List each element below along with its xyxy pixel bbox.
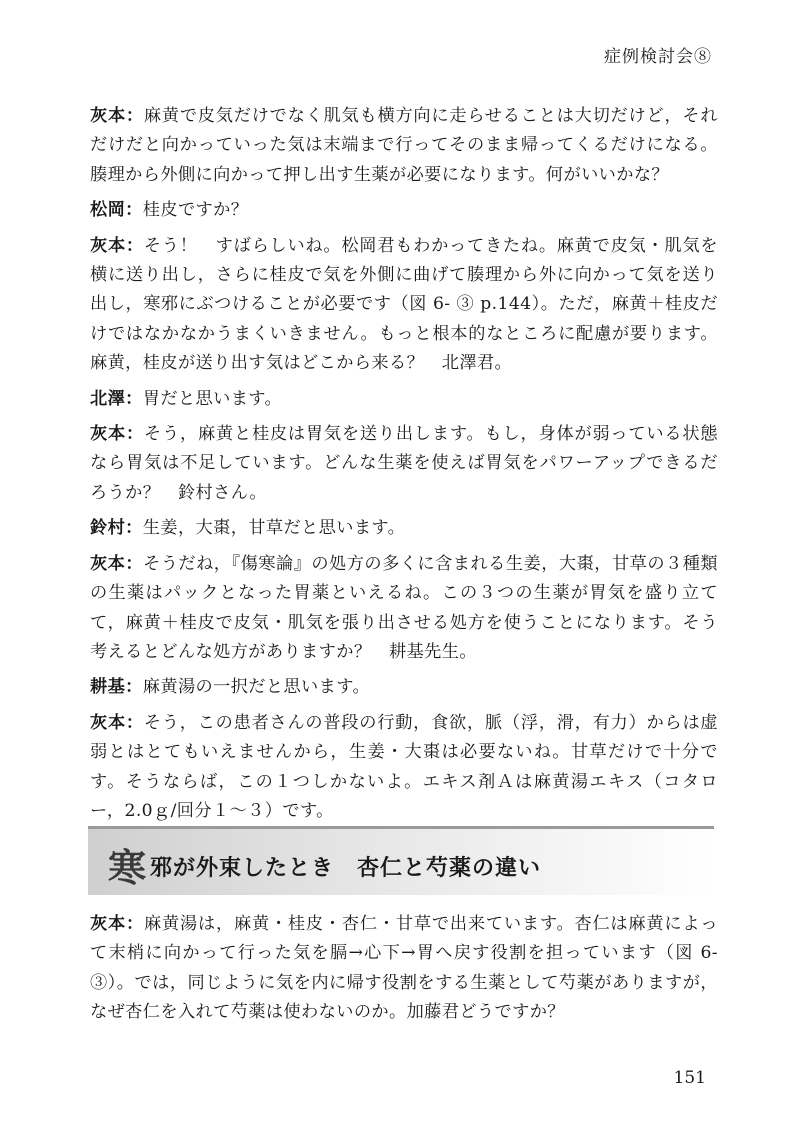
dialogue-turn	[90, 514, 718, 543]
utterance: そう！ すばらしいね。松岡君もわかってきたね。麻黄で皮気・肌気を横に送り出し，さらに桂皮で気を外側に曲げて腠理から外に向かって気を送り出し，寒邪にぶつけることが必要です（図 6- ③ p.144）。ただ，麻黄＋桂皮だけではなかなかうまくいきません。もっと根本的なところに配慮が要ります。麻黄，桂皮が送り出す気はどこから来る？ 北澤君。	[90, 235, 718, 374]
dialogue-block-top	[90, 102, 718, 832]
speaker-name: 灰本：	[90, 235, 144, 256]
speaker-name: 松岡：	[90, 200, 143, 221]
speaker-name: 灰本：	[90, 712, 144, 733]
speaker-name: 鈴村：	[90, 518, 143, 539]
utterance: 麻黄湯の一択だと思います。	[142, 677, 371, 698]
speaker-name: 灰本：	[90, 106, 144, 126]
speaker-name: 灰本：	[90, 424, 144, 445]
section-heading-title: 邪が外束したとき 杏仁と芍薬の違い	[150, 856, 542, 881]
running-header: 症例検討会⑧	[604, 47, 712, 67]
utterance: そう，この患者さんの普段の行動，食欲，脈（浮，滑，有力）からは虚弱とはとてもいえませんから，生姜・大棗は必要ないね。甘草だけで十分です。そうならば，この１つしかないよ。エキス剤Ａは麻黄湯エキス（コタロー，2.0ｇ/回分１～３）です。	[90, 712, 718, 821]
dialogue-turn	[90, 673, 718, 702]
dialogue-turn	[90, 196, 718, 225]
speaker-name: 耕基：	[90, 677, 143, 698]
dialogue-turn	[90, 910, 718, 1028]
section-heading	[88, 826, 714, 895]
speaker-name: 北澤：	[90, 388, 143, 409]
utterance: 麻黄湯は，麻黄・桂皮・杏仁・甘草で出来ています。杏仁は麻黄によって末梢に向かって行った気を膈→心下→胃へ戻す役割を担っています（図 6- ③）。では，同じように気を内に帰す役割をする生薬として芍薬がありますが，なぜ杏仁を入れて芍薬は使わないのか。加藤君どうですか？	[90, 914, 718, 1023]
dialogue-turn	[90, 385, 718, 414]
utterance: 桂皮ですか？	[142, 200, 249, 221]
utterance: そうだね，『傷寒論』の処方の多くに含まれる生姜，大棗，甘草の３種類の生薬はパックとなった胃薬といえるね。この３つの生薬が胃気を盛り立てて，麻黄＋桂皮で皮気・肌気を張り出させる処方を使うことになります。そう考えるとどんな処方がありますか？ 耕基先生。	[90, 553, 718, 662]
utterance: 胃だと思います。	[142, 388, 283, 409]
dialogue-turn	[90, 709, 718, 827]
utterance: そう，麻黄と桂皮は胃気を送り出します。もし，身体が弱っている状態なら胃気は不足しています。どんな生薬を使えば胃気をパワーアップできるだろうか？ 鈴村さん。	[90, 424, 718, 503]
dialogue-turn	[90, 420, 718, 508]
speaker-name: 灰本：	[90, 914, 144, 934]
dialogue-block-bottom	[90, 910, 718, 1034]
utterance: 生姜，大棗，甘草だと思います。	[142, 518, 406, 539]
page-number: 151	[673, 1068, 706, 1088]
section-heading-initial: 寒	[108, 846, 147, 890]
dialogue-turn	[90, 102, 718, 190]
utterance: 麻黄で皮気だけでなく肌気も横方向に走らせることは大切だけど，それだけだと向かっていった気は末端まで行ってそのまま帰ってくるだけになる。腠理から外側に向かって押し出す生薬が必要になります。何がいいかな？	[90, 106, 718, 185]
dialogue-turn	[90, 550, 718, 668]
dialogue-turn	[90, 232, 718, 379]
speaker-name: 灰本：	[90, 553, 144, 574]
